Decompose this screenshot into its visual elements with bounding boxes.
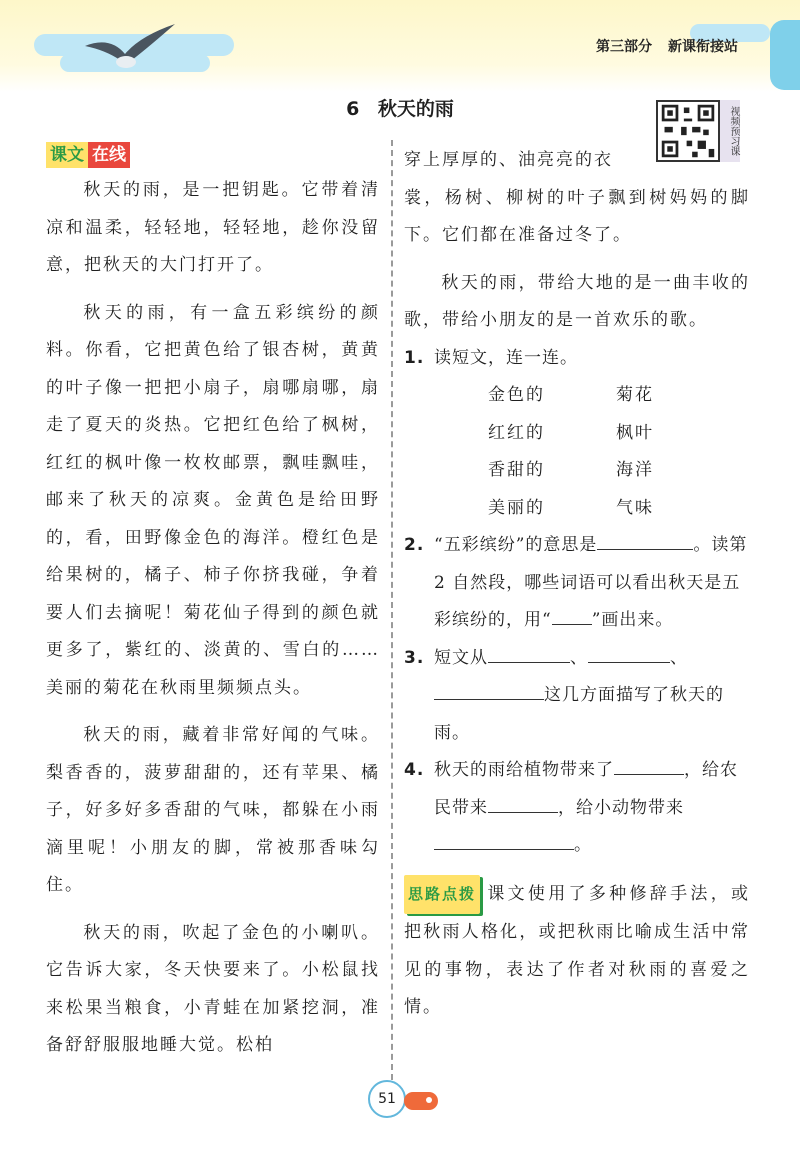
match-right[interactable]: 菊花 [616,385,654,405]
passage-paragraph: 秋天的雨，带给大地的是一曲丰收的歌，带给小朋友的是一首欢乐的歌。 [404,272,750,330]
question-4 [404,752,750,865]
hint-text: 课文使用了多种修辞手法，或把秋雨人格化，或把秋雨比喻成生活中常见的事物，表达了作者对秋雨的喜爱之情。 [404,883,750,1017]
header-part: 第三部分 [596,39,652,55]
answer-blank[interactable] [434,677,544,700]
question-text: 读第 2 自然段，哪些词语可以看出秋天是五彩缤纷的，用“ [434,535,748,630]
answer-blank[interactable] [614,752,684,775]
match-right[interactable]: 海洋 [616,460,654,480]
passage-continuation: 穿上厚厚的、油亮亮的衣 [404,150,613,170]
question-text: 、 [670,647,688,668]
match-row [404,377,750,415]
page-number: 51 [368,1080,406,1118]
side-tab [770,20,800,90]
question-text: “五彩缤纷”的意思是 [434,535,598,555]
question-number: 3. [404,647,425,668]
badge-part-b: 在线 [88,142,130,168]
answer-blank[interactable] [488,790,558,813]
question-text: 给农民带来 [434,760,738,818]
question-text: ， [684,760,702,780]
match-row [404,490,750,528]
hint-label: 思路点拨 [404,875,480,915]
header-section: 新课衔接站 [668,39,738,55]
question-text: 带来 [648,797,684,818]
answer-blank[interactable] [434,827,574,850]
match-left[interactable]: 美丽的 [488,497,545,518]
hint-box [404,875,750,1027]
match-right[interactable]: 气味 [616,497,654,518]
match-left[interactable]: 香甜的 [488,460,545,480]
lesson-number: 6 [346,98,360,120]
question-1 [404,340,750,378]
question-text: 短文从 [434,647,488,668]
qr-label: 视频预习课 [720,100,740,162]
lesson-title-text: 秋天的雨 [377,98,454,120]
passage-continuation: 裳，杨树、柳树的叶子飘到树妈妈的脚下。它们都在准备过冬了。 [404,187,750,245]
question-2 [404,527,750,640]
question-text: 。 [693,535,712,555]
match-row [404,452,750,490]
matching-exercise [404,377,750,527]
submarine-icon [404,1092,438,1110]
match-row [404,415,750,453]
column-divider [391,140,393,1080]
question-3 [404,640,750,753]
passage-paragraph: 秋天的雨，有一盒五彩缤纷的颜料。你看，它把黄色给了银杏树，黄黄的叶子像一把把小扇子，扇哪扇哪，扇走了夏天的炎热。它把红色给了枫树，红红的枫叶像一枚枚邮票，飘哇飘哇，邮来了秋天的凉爽。金黄色是给田野的，看，田野像金色的海洋。橙红色是给果树的，橘子、柿子你挤我碰，争着要人们去摘呢！菊花仙子得到的颜色就更多了，紫红的、淡黄的、雪白的……美丽的菊花在秋雨里频频点头。 [46,302,380,698]
match-left[interactable]: 红红的 [488,422,545,443]
answer-blank[interactable] [552,602,592,625]
badge-part-a: 课文 [46,142,88,168]
question-text: ，给小动物 [558,797,648,818]
question-number: 2. [404,535,425,555]
answer-blank[interactable] [597,527,693,550]
right-column [404,142,750,1027]
question-text: ”画出来。 [591,610,674,630]
question-text: 这几方面描写了秋天的雨。 [434,685,724,743]
match-left[interactable]: 金色的 [488,385,545,405]
answer-blank[interactable] [588,640,670,663]
question-number: 4. [404,760,425,780]
passage-paragraph: 秋天的雨，藏着非常好闻的气味。梨香香的，菠萝甜甜的，还有苹果、橘子，好多好多香甜的气味，都躲在小雨滴里呢！小朋友的脚，常被那香味勾住。 [46,725,380,895]
answer-blank[interactable] [488,640,570,663]
passage-paragraph: 秋天的雨，吹起了金色的小喇叭。它告诉大家，冬天快要来了。小松鼠找来松果当粮食，小青蛙在加紧挖洞，准备舒舒服服地睡大觉。松柏 [46,922,380,1055]
seagull-icon [80,16,180,86]
question-text: 秋天的雨给植物带来了 [434,760,614,780]
question-text: 读短文，连一连。 [434,347,578,368]
passage-paragraph: 秋天的雨，是一把钥匙。它带着清凉和温柔，轻轻地，轻轻地，趁你没留意，把秋天的大门打开了。 [46,180,380,275]
section-badge [46,142,130,168]
match-right[interactable]: 枫叶 [616,422,654,443]
question-number: 1. [404,347,425,368]
question-text: 、 [570,647,588,668]
left-column [46,142,380,1065]
question-text: 。 [574,835,592,855]
